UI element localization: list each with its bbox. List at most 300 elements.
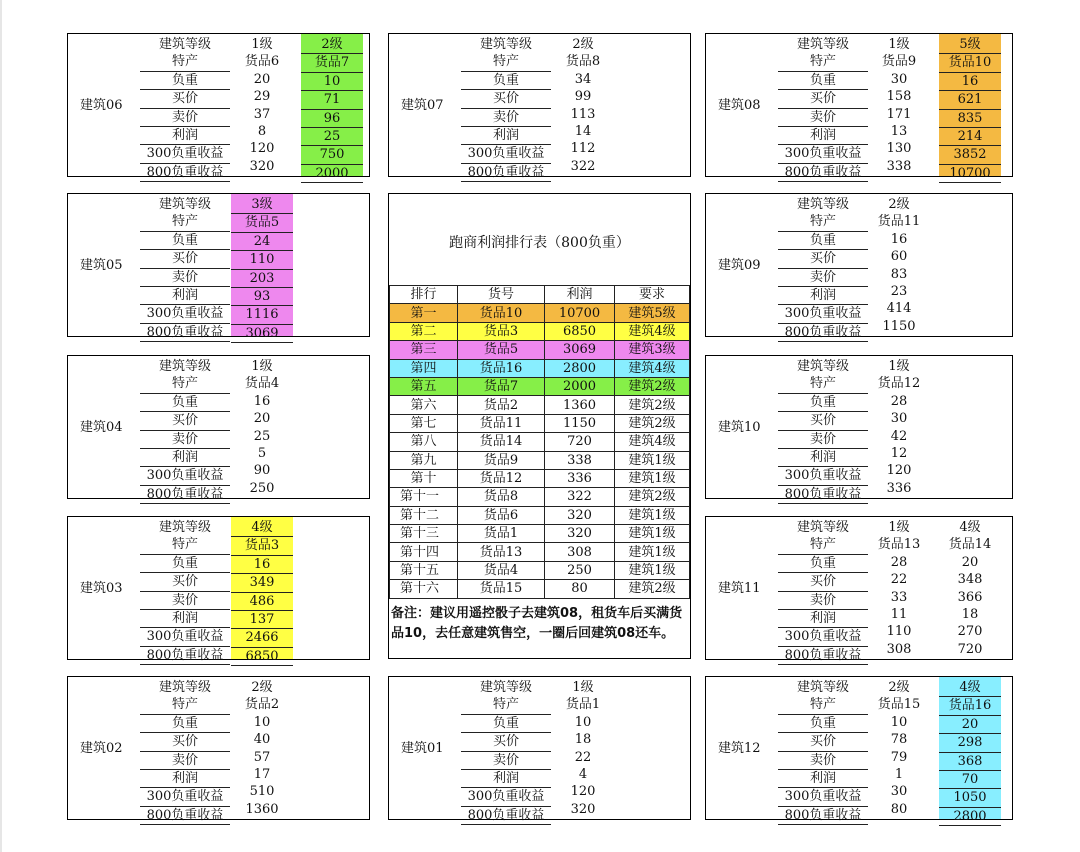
- level-column: [552, 36, 614, 175]
- attribute-label: 卖价: [461, 109, 551, 127]
- attribute-value: 366: [957, 589, 983, 605]
- attribute-value: 99: [574, 89, 592, 105]
- attribute-value: 16: [231, 556, 293, 574]
- attribute-labels: [778, 36, 868, 182]
- attribute-value: 16: [253, 393, 271, 409]
- attribute-value: 29: [253, 89, 271, 105]
- attribute-label: 负重: [778, 232, 868, 250]
- attribute-label: 利润: [778, 287, 868, 305]
- attribute-label: 300负重收益: [140, 628, 230, 646]
- attribute-label: 卖价: [778, 752, 868, 770]
- ranking-cell-rank: 第一: [390, 304, 458, 322]
- attribute-value: 18: [961, 606, 979, 622]
- ranking-header-rank: 排行: [390, 286, 458, 304]
- ranking-cell-rank: 第二: [390, 322, 458, 340]
- attribute-value: 83: [890, 266, 908, 282]
- attribute-value: 40: [253, 732, 271, 748]
- ranking-cell-rank: 第十: [390, 469, 458, 487]
- attribute-value: 37: [253, 106, 271, 122]
- attribute-value: 货品1: [565, 697, 601, 713]
- attribute-labels: [461, 679, 551, 825]
- attribute-labels: [778, 196, 868, 342]
- attribute-value: 214: [939, 128, 1001, 146]
- attribute-label: 300负重收益: [778, 305, 868, 323]
- ranking-cell-requirement: 建筑2级: [615, 488, 690, 506]
- attribute-label: 买价: [778, 90, 868, 108]
- attribute-value: 24: [231, 233, 293, 251]
- ranking-card: [388, 193, 691, 659]
- attribute-label: 800负重收益: [140, 486, 230, 504]
- attribute-label: 建筑等级: [158, 359, 211, 374]
- ranking-cell-rank: 第十一: [390, 488, 458, 506]
- level-column: [231, 517, 293, 664]
- attribute-value: 货品13: [877, 537, 921, 553]
- ranking-row: [390, 359, 690, 377]
- attribute-label: 负重: [140, 72, 230, 90]
- ranking-cell-goods: 货品16: [458, 359, 545, 377]
- building-card-b03: [67, 516, 370, 664]
- attribute-value: 3级: [231, 196, 293, 214]
- ranking-cell-goods: 货品14: [458, 433, 545, 451]
- attribute-value: 14: [574, 123, 592, 139]
- attribute-label: 买价: [461, 90, 551, 108]
- attribute-label: 800负重收益: [778, 647, 868, 665]
- attribute-value: 13: [890, 123, 908, 139]
- ranking-cell-goods: 货品10: [458, 304, 545, 322]
- attribute-value: 10: [890, 714, 908, 730]
- attribute-value: 33: [890, 589, 908, 605]
- attribute-value: 130: [886, 141, 912, 157]
- attribute-label: 买价: [461, 733, 551, 751]
- attribute-value: 510: [249, 784, 275, 800]
- attribute-value: 货品12: [877, 376, 921, 392]
- attribute-value: 20: [961, 554, 979, 570]
- attribute-value: 20: [939, 716, 1001, 734]
- level-column: [939, 34, 1001, 181]
- attribute-label: 买价: [778, 412, 868, 430]
- level-column: [868, 679, 930, 818]
- attribute-label: 卖价: [140, 592, 230, 610]
- attribute-value: 120: [886, 463, 912, 479]
- ranking-cell-profit: 320: [545, 506, 615, 524]
- building-card-b02: [67, 676, 370, 823]
- ranking-cell-profit: 336: [545, 469, 615, 487]
- attribute-label: 特产: [778, 213, 868, 231]
- attribute-value: 71: [301, 91, 363, 109]
- attribute-value: 货品3: [231, 537, 293, 555]
- attribute-labels: [778, 679, 868, 825]
- attribute-label: 建筑等级: [479, 680, 532, 695]
- ranking-row: [390, 543, 690, 561]
- attribute-value: 70: [939, 771, 1001, 789]
- attribute-label: 特产: [140, 213, 230, 231]
- level-column: [301, 34, 363, 181]
- attribute-label: 800负重收益: [461, 807, 551, 825]
- ranking-cell-requirement: 建筑1级: [615, 506, 690, 524]
- attribute-label: 建筑等级: [158, 680, 211, 695]
- building-name: 建筑07: [401, 98, 444, 113]
- attribute-value: 110: [231, 251, 293, 269]
- attribute-value: 28: [890, 554, 908, 570]
- attribute-value: 货品2: [244, 697, 280, 713]
- attribute-label: 负重: [778, 72, 868, 90]
- building-name: 建筑03: [80, 581, 123, 596]
- attribute-value: 1116: [231, 306, 293, 324]
- attribute-label: 建筑等级: [796, 680, 849, 695]
- attribute-label: 买价: [140, 250, 230, 268]
- attribute-label: 利润: [778, 610, 868, 628]
- attribute-label: 卖价: [140, 752, 230, 770]
- attribute-value: 10: [253, 714, 271, 730]
- attribute-value: 3069: [231, 325, 293, 343]
- attribute-label: 卖价: [461, 752, 551, 770]
- attribute-label: 建筑等级: [479, 37, 532, 52]
- ranking-cell-rank: 第三: [390, 341, 458, 359]
- attribute-value: 货品16: [939, 697, 1001, 715]
- attribute-label: 利润: [140, 449, 230, 467]
- ranking-header-requirement: 要求: [615, 286, 690, 304]
- ranking-table: [389, 285, 690, 599]
- attribute-value: 10700: [939, 165, 1001, 183]
- ranking-cell-rank: 第五: [390, 377, 458, 395]
- building-name: 建筑02: [80, 741, 123, 756]
- attribute-value: 2466: [231, 629, 293, 647]
- building-name: 建筑06: [80, 98, 123, 113]
- ranking-cell-requirement: 建筑1级: [615, 561, 690, 579]
- attribute-value: 368: [939, 753, 1001, 771]
- attribute-value: 90: [253, 463, 271, 479]
- building-card-b01: [388, 676, 691, 823]
- attribute-label: 800负重收益: [778, 807, 868, 825]
- attribute-label: 800负重收益: [778, 324, 868, 342]
- ranking-row: [390, 414, 690, 432]
- ranking-row: [390, 322, 690, 340]
- attribute-value: 57: [253, 749, 271, 765]
- attribute-value: 1级: [251, 37, 273, 52]
- attribute-label: 负重: [461, 715, 551, 733]
- building-card-b09: [705, 193, 1013, 340]
- building-card-b05: [67, 193, 370, 341]
- attribute-label: 卖价: [778, 431, 868, 449]
- ranking-cell-requirement: 建筑1级: [615, 543, 690, 561]
- attribute-label: 800负重收益: [140, 164, 230, 182]
- ranking-cell-requirement: 建筑1级: [615, 469, 690, 487]
- attribute-label: 负重: [778, 394, 868, 412]
- attribute-labels: [140, 358, 230, 504]
- attribute-label: 300负重收益: [778, 628, 868, 646]
- attribute-value: 货品15: [877, 697, 921, 713]
- attribute-value: 12: [890, 445, 908, 461]
- attribute-label: 300负重收益: [778, 788, 868, 806]
- ranking-row: [390, 525, 690, 543]
- attribute-value: 60: [890, 249, 908, 265]
- attribute-value: 10: [574, 714, 592, 730]
- level-column: [939, 519, 1001, 658]
- attribute-value: 2级: [572, 37, 594, 52]
- attribute-value: 25: [253, 428, 271, 444]
- attribute-value: 20: [253, 411, 271, 427]
- building-name: 建筑11: [718, 581, 761, 596]
- ranking-cell-rank: 第十三: [390, 525, 458, 543]
- attribute-value: 货品5: [231, 214, 293, 232]
- ranking-row: [390, 433, 690, 451]
- ranking-row: [390, 304, 690, 322]
- ranking-cell-profit: 338: [545, 451, 615, 469]
- ranking-cell-requirement: 建筑5级: [615, 304, 690, 322]
- attribute-value: 货品9: [881, 54, 917, 70]
- attribute-label: 利润: [140, 127, 230, 145]
- attribute-labels: [778, 519, 868, 665]
- attribute-label: 利润: [778, 127, 868, 145]
- attribute-value: 621: [939, 91, 1001, 109]
- attribute-labels: [461, 36, 551, 182]
- level-column: [231, 36, 293, 175]
- attribute-value: 1级: [888, 37, 910, 52]
- attribute-label: 买价: [140, 90, 230, 108]
- attribute-value: 22: [574, 749, 592, 765]
- attribute-value: 158: [886, 89, 912, 105]
- attribute-label: 利润: [140, 610, 230, 628]
- attribute-label: 300负重收益: [140, 788, 230, 806]
- attribute-label: 800负重收益: [778, 164, 868, 182]
- building-name: 建筑01: [401, 741, 444, 756]
- attribute-label: 特产: [140, 375, 230, 393]
- attribute-label: 负重: [140, 394, 230, 412]
- attribute-value: 2000: [301, 165, 363, 183]
- ranking-cell-profit: 308: [545, 543, 615, 561]
- ranking-cell-goods: 货品12: [458, 469, 545, 487]
- attribute-value: 1级: [888, 520, 910, 535]
- attribute-value: 320: [570, 801, 596, 817]
- attribute-value: 298: [939, 734, 1001, 752]
- level-column: [868, 358, 930, 497]
- attribute-value: 338: [886, 158, 912, 174]
- attribute-label: 负重: [461, 72, 551, 90]
- level-column: [231, 194, 293, 341]
- ranking-cell-requirement: 建筑3级: [615, 341, 690, 359]
- ranking-cell-profit: 1360: [545, 396, 615, 414]
- attribute-value: 4级: [959, 520, 981, 535]
- ranking-cell-profit: 10700: [545, 304, 615, 322]
- ranking-cell-rank: 第四: [390, 359, 458, 377]
- ranking-cell-requirement: 建筑2级: [615, 414, 690, 432]
- ranking-row: [390, 506, 690, 524]
- ranking-cell-requirement: 建筑2级: [615, 377, 690, 395]
- attribute-label: 买价: [140, 733, 230, 751]
- ranking-cell-profit: 322: [545, 488, 615, 506]
- level-column: [552, 679, 614, 818]
- attribute-value: 10: [301, 73, 363, 91]
- attribute-label: 300负重收益: [140, 305, 230, 323]
- ranking-row: [390, 377, 690, 395]
- attribute-value: 750: [301, 146, 363, 164]
- ranking-cell-goods: 货品2: [458, 396, 545, 414]
- attribute-label: 特产: [140, 53, 230, 71]
- attribute-labels: [140, 519, 230, 665]
- attribute-label: 建筑等级: [796, 197, 849, 212]
- attribute-value: 货品11: [877, 214, 921, 230]
- ranking-cell-goods: 货品15: [458, 580, 545, 598]
- building-name: 建筑04: [80, 420, 123, 435]
- ranking-cell-requirement: 建筑2级: [615, 396, 690, 414]
- attribute-value: 3852: [939, 146, 1001, 164]
- building-card-b08: [705, 33, 1013, 181]
- level-column: [868, 36, 930, 175]
- level-column: [231, 358, 293, 497]
- ranking-cell-goods: 货品7: [458, 377, 545, 395]
- ranking-row: [390, 469, 690, 487]
- attribute-value: 5级: [939, 36, 1001, 54]
- attribute-label: 建筑等级: [158, 520, 211, 535]
- ranking-cell-requirement: 建筑4级: [615, 322, 690, 340]
- attribute-value: 1050: [939, 789, 1001, 807]
- building-name: 建筑08: [718, 98, 761, 113]
- level-column: [868, 196, 930, 335]
- attribute-value: 30: [890, 71, 908, 87]
- attribute-label: 利润: [778, 449, 868, 467]
- attribute-value: 78: [890, 732, 908, 748]
- attribute-label: 特产: [778, 53, 868, 71]
- attribute-label: 特产: [461, 53, 551, 71]
- attribute-value: 112: [570, 141, 596, 157]
- ranking-cell-profit: 80: [545, 580, 615, 598]
- attribute-label: 利润: [140, 287, 230, 305]
- ranking-cell-goods: 货品1: [458, 525, 545, 543]
- attribute-label: 利润: [140, 770, 230, 788]
- attribute-value: 322: [570, 158, 596, 174]
- attribute-label: 建筑等级: [796, 37, 849, 52]
- attribute-value: 货品14: [948, 537, 992, 553]
- attribute-label: 利润: [778, 770, 868, 788]
- attribute-label: 卖价: [778, 592, 868, 610]
- attribute-label: 负重: [140, 232, 230, 250]
- attribute-value: 30: [890, 411, 908, 427]
- attribute-label: 300负重收益: [461, 145, 551, 163]
- attribute-value: 30: [890, 784, 908, 800]
- ranking-cell-goods: 货品8: [458, 488, 545, 506]
- building-card-b04: [67, 355, 370, 502]
- attribute-label: 建筑等级: [796, 520, 849, 535]
- attribute-label: 买价: [140, 412, 230, 430]
- building-card-b06: [67, 33, 370, 181]
- attribute-value: 20: [253, 71, 271, 87]
- ranking-cell-goods: 货品3: [458, 322, 545, 340]
- attribute-value: 42: [890, 428, 908, 444]
- ranking-cell-profit: 2800: [545, 359, 615, 377]
- attribute-value: 货品4: [244, 376, 280, 392]
- attribute-labels: [778, 358, 868, 504]
- attribute-value: 171: [886, 106, 912, 122]
- ranking-cell-rank: 第六: [390, 396, 458, 414]
- attribute-value: 货品7: [301, 54, 363, 72]
- attribute-value: 34: [574, 71, 592, 87]
- attribute-value: 835: [939, 110, 1001, 128]
- ranking-row: [390, 341, 690, 359]
- attribute-value: 93: [231, 288, 293, 306]
- attribute-label: 卖价: [140, 269, 230, 287]
- ranking-cell-profit: 1150: [545, 414, 615, 432]
- attribute-label: 300负重收益: [461, 788, 551, 806]
- attribute-label: 特产: [778, 375, 868, 393]
- attribute-value: 4级: [939, 679, 1001, 697]
- ranking-row: [390, 396, 690, 414]
- attribute-value: 货品6: [244, 54, 280, 70]
- ranking-cell-goods: 货品13: [458, 543, 545, 561]
- building-card-b10: [705, 355, 1013, 502]
- ranking-cell-goods: 货品4: [458, 561, 545, 579]
- attribute-value: 120: [249, 141, 275, 157]
- attribute-value: 货品8: [565, 54, 601, 70]
- attribute-value: 1360: [245, 801, 279, 817]
- attribute-value: 2级: [888, 197, 910, 212]
- attribute-label: 800负重收益: [140, 807, 230, 825]
- attribute-label: 卖价: [778, 109, 868, 127]
- attribute-labels: [140, 196, 230, 342]
- attribute-value: 308: [886, 641, 912, 657]
- attribute-value: 23: [890, 283, 908, 299]
- attribute-value: 336: [886, 480, 912, 496]
- attribute-value: 720: [957, 641, 983, 657]
- ranking-cell-rank: 第九: [390, 451, 458, 469]
- attribute-label: 特产: [140, 536, 230, 554]
- attribute-value: 270: [957, 624, 983, 640]
- building-name: 建筑12: [718, 741, 761, 756]
- attribute-label: 卖价: [778, 269, 868, 287]
- attribute-label: 买价: [778, 573, 868, 591]
- attribute-value: 11: [890, 606, 908, 622]
- ranking-cell-rank: 第十五: [390, 561, 458, 579]
- attribute-value: 79: [890, 749, 908, 765]
- attribute-value: 25: [301, 128, 363, 146]
- attribute-value: 1级: [251, 359, 273, 374]
- ranking-cell-goods: 货品11: [458, 414, 545, 432]
- attribute-value: 18: [574, 732, 592, 748]
- building-card-b07: [388, 33, 691, 180]
- attribute-label: 800负重收益: [461, 164, 551, 182]
- attribute-value: 2级: [251, 680, 273, 695]
- level-column: [868, 519, 930, 658]
- ranking-cell-profit: 3069: [545, 341, 615, 359]
- ranking-cell-rank: 第八: [390, 433, 458, 451]
- attribute-value: 349: [231, 574, 293, 592]
- attribute-value: 203: [231, 270, 293, 288]
- attribute-value: 486: [231, 593, 293, 611]
- attribute-value: 1150: [882, 318, 916, 334]
- attribute-label: 利润: [461, 770, 551, 788]
- attribute-value: 2级: [301, 36, 363, 54]
- ranking-cell-requirement: 建筑1级: [615, 525, 690, 543]
- attribute-value: 1级: [888, 359, 910, 374]
- attribute-label: 300负重收益: [778, 145, 868, 163]
- ranking-cell-goods: 货品9: [458, 451, 545, 469]
- ranking-row: [390, 451, 690, 469]
- attribute-label: 300负重收益: [140, 145, 230, 163]
- ranking-header-goods: 货号: [458, 286, 545, 304]
- attribute-value: 28: [890, 393, 908, 409]
- ranking-cell-profit: 720: [545, 433, 615, 451]
- attribute-value: 6850: [231, 648, 293, 666]
- page-edge: [0, 0, 2, 852]
- attribute-label: 800负重收益: [140, 647, 230, 665]
- ranking-cell-requirement: 建筑2级: [615, 580, 690, 598]
- attribute-label: 800负重收益: [778, 486, 868, 504]
- building-name: 建筑09: [718, 258, 761, 273]
- building-card-b12: [705, 676, 1013, 824]
- attribute-value: 250: [249, 480, 275, 496]
- attribute-label: 特产: [778, 696, 868, 714]
- ranking-cell-requirement: 建筑4级: [615, 433, 690, 451]
- ranking-header-profit: 利润: [545, 286, 615, 304]
